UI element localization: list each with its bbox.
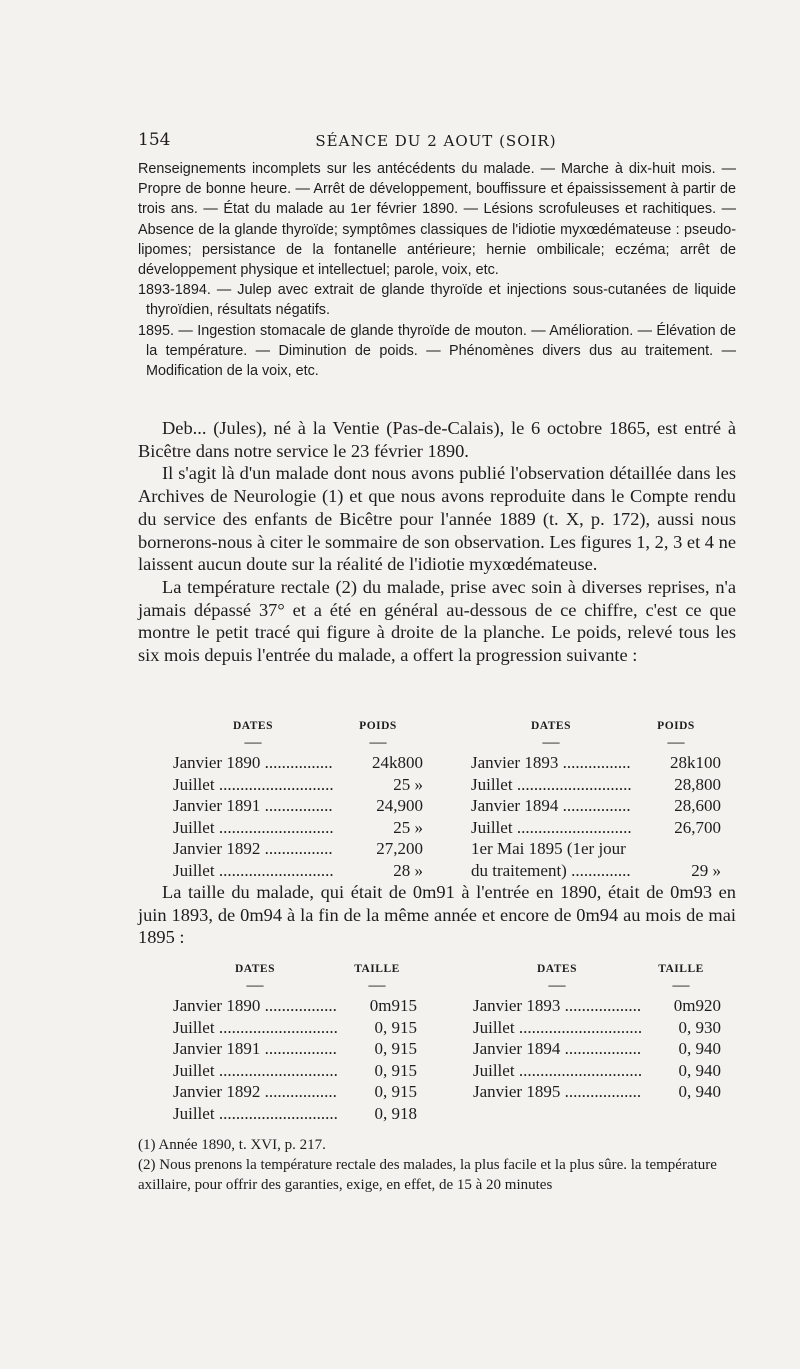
column-header-dates: DATES bbox=[537, 963, 577, 975]
table-row bbox=[173, 860, 423, 882]
body-paragraph: Deb... (Jules), né à la Ventie (Pas-de-Calais), le 6 octobre 1865, est entré à Bicêtre dans notre service le 23 février 1890. bbox=[138, 418, 736, 461]
table-row bbox=[473, 1038, 721, 1060]
row-date: Janvier 1892 ..... bbox=[173, 838, 333, 860]
table-row bbox=[471, 752, 721, 774]
header-dash: — bbox=[542, 732, 560, 751]
column-header-weight: POIDS bbox=[359, 720, 397, 732]
row-date: Janvier 1895 ..... bbox=[473, 1081, 641, 1103]
table-row bbox=[473, 1017, 721, 1039]
row-value: 0, 915 bbox=[337, 1081, 417, 1103]
row-value: 0, 918 bbox=[337, 1103, 417, 1125]
main-text bbox=[138, 417, 736, 667]
header-dash: — bbox=[246, 975, 264, 994]
row-date: Janvier 1891 ..... bbox=[173, 1038, 337, 1060]
row-value: 28k100 bbox=[631, 752, 721, 774]
row-date: Janvier 1890 ..... bbox=[173, 995, 337, 1017]
row-date: 1er Mai 1895 (1er jour bbox=[471, 839, 626, 858]
table-row bbox=[173, 838, 423, 860]
table-row bbox=[173, 817, 423, 839]
row-value: 0m915 bbox=[337, 995, 417, 1017]
body-paragraph: La température rectale (2) du malade, prise avec soin à diverses reprises, n'a jamais dépassé 37° et a été en général au-dessous de ce chiffre, c'est ce que montre le petit tracé qui figure à droite de la planche. Le poids, relevé tous les six mois depuis l'entrée du malade, a offert la progression suivante : bbox=[138, 576, 736, 666]
table-row bbox=[471, 774, 721, 796]
row-value: 28,600 bbox=[631, 795, 721, 817]
table-row bbox=[471, 838, 721, 860]
height-table-right bbox=[473, 963, 721, 1103]
summary-paragraph: 1893-1894. — Julep avec extrait de glande thyroïde et injections sous-cutanées de liquide thyroïdien, résultats négatifs. bbox=[138, 282, 736, 319]
footnotes bbox=[138, 1135, 738, 1195]
row-value: 27,200 bbox=[333, 838, 423, 860]
table-row bbox=[471, 795, 721, 817]
row-date: Janvier 1893 ..... bbox=[473, 995, 641, 1017]
header-dash: — bbox=[672, 975, 690, 994]
row-value: 28,800 bbox=[631, 774, 721, 796]
row-date: Janvier 1893 ..... bbox=[471, 752, 631, 774]
column-header-dates: DATES bbox=[233, 720, 273, 732]
table-row bbox=[173, 1103, 417, 1125]
height-table bbox=[173, 963, 721, 1123]
header-dash: — bbox=[369, 732, 387, 751]
table-row bbox=[173, 1017, 417, 1039]
row-value: 0, 915 bbox=[337, 1038, 417, 1060]
height-paragraph-block bbox=[138, 881, 736, 949]
header-dash: — bbox=[667, 732, 685, 751]
table-row bbox=[473, 995, 721, 1017]
column-header-height: TAILLE bbox=[658, 963, 704, 975]
case-summary bbox=[138, 159, 736, 381]
row-value: 0, 930 bbox=[641, 1017, 721, 1039]
row-date: Juillet ..... bbox=[173, 774, 333, 796]
summary-paragraph: Renseignements incomplets sur les antécédents du malade. — Marche à dix-huit mois. — Propre de bonne heure. — Arrêt de développement, bouffissure et épaississement à partir de trois ans. — État du malade au 1er février 1890. — Lésions scrofuleuses et rachitiques. — Absence de la glande thyroïde; symptômes classiques de l'idiotie myxœdémateuse : pseudo-lipomes; persistance de la fontanelle antérieure; hernie ombilicale; eczéma; arrêt de développement physique et intellectuel; parole, voix, etc. bbox=[138, 161, 736, 279]
table-row bbox=[471, 817, 721, 839]
row-date: Janvier 1891 ..... bbox=[173, 795, 333, 817]
footnote: (2) Nous prenons la température rectale des malades, la plus facile et la plus sûre. la température axillaire, pour offrir des garanties, exige, en effet, de 15 à 20 minutes bbox=[138, 1157, 717, 1193]
row-value: 28 » bbox=[333, 860, 423, 882]
body-paragraph: Il s'agit là d'un malade dont nous avons publié l'observation détaillée dans les Archives de Neurologie (1) et que nous avons reproduite dans le Compte rendu du service des enfants de Bicêtre pour l'année 1889 (t. X, p. 172), aussi nous bornerons-nous à citer le sommaire de son observation. Les figures 1, 2, 3 et 4 ne laissent aucun doute sur la réalité de l'idiotie myxœdémateuse. bbox=[138, 463, 736, 575]
weight-table-right bbox=[471, 720, 721, 881]
table-row bbox=[471, 860, 721, 882]
row-value: 0, 915 bbox=[337, 1060, 417, 1082]
row-date: Juillet ..... bbox=[473, 1060, 641, 1082]
row-date: Janvier 1894 ..... bbox=[473, 1038, 641, 1060]
row-date: Juillet ..... bbox=[471, 817, 631, 839]
table-row bbox=[173, 1038, 417, 1060]
table-row bbox=[173, 795, 423, 817]
height-table-left bbox=[173, 963, 417, 1124]
column-header-height: TAILLE bbox=[354, 963, 400, 975]
row-date: Juillet ..... bbox=[173, 860, 333, 882]
table-row bbox=[173, 752, 423, 774]
row-value: 25 » bbox=[333, 817, 423, 839]
table-row bbox=[173, 774, 423, 796]
page-number: 154 bbox=[138, 130, 171, 150]
header-dash: — bbox=[244, 732, 262, 751]
row-date: du traitement) ..... bbox=[471, 860, 631, 882]
weight-table-left bbox=[173, 720, 423, 881]
row-date: Janvier 1894 ..... bbox=[471, 795, 631, 817]
row-date: Janvier 1890 ..... bbox=[173, 752, 333, 774]
row-date: Janvier 1892 ..... bbox=[173, 1081, 337, 1103]
row-date: Juillet ..... bbox=[473, 1017, 641, 1039]
row-value: 29 » bbox=[631, 860, 721, 882]
row-value: 0, 915 bbox=[337, 1017, 417, 1039]
table-row bbox=[473, 1060, 721, 1082]
body-paragraph: La taille du malade, qui était de 0m91 à l'entrée en 1890, était de 0m93 en juin 1893, de 0m94 à la fin de la même année et encore de 0m94 au mois de mai 1895 : bbox=[138, 882, 736, 948]
column-header-weight: POIDS bbox=[657, 720, 695, 732]
row-value: 0, 940 bbox=[641, 1060, 721, 1082]
weight-table bbox=[173, 720, 721, 880]
row-value: 25 » bbox=[333, 774, 423, 796]
column-header-dates: DATES bbox=[235, 963, 275, 975]
summary-paragraph: 1895. — Ingestion stomacale de glande thyroïde de mouton. — Amélioration. — Élévation de la température. — Diminution de poids. — Phénomènes divers dus au traitement. — Modification de la voix, etc. bbox=[138, 322, 736, 380]
row-date: Juillet ..... bbox=[471, 774, 631, 796]
header-dash: — bbox=[548, 975, 566, 994]
running-title: SÉANCE DU 2 AOUT (SOIR) bbox=[315, 132, 557, 150]
row-value: 24,900 bbox=[333, 795, 423, 817]
row-date: Juillet ..... bbox=[173, 817, 333, 839]
table-row bbox=[173, 1060, 417, 1082]
row-value: 24k800 bbox=[333, 752, 423, 774]
row-date: Juillet ..... bbox=[173, 1103, 337, 1125]
table-row bbox=[173, 995, 417, 1017]
row-date: Juillet ..... bbox=[173, 1017, 337, 1039]
column-header-dates: DATES bbox=[531, 720, 571, 732]
row-value: 26,700 bbox=[631, 817, 721, 839]
row-value: 0, 940 bbox=[641, 1081, 721, 1103]
footnote: (1) Année 1890, t. XVI, p. 217. bbox=[138, 1137, 326, 1153]
row-date: Juillet ..... bbox=[173, 1060, 337, 1082]
row-value bbox=[631, 838, 721, 860]
row-value: 0m920 bbox=[641, 995, 721, 1017]
table-row bbox=[173, 1081, 417, 1103]
header-dash: — bbox=[368, 975, 386, 994]
row-value: 0, 940 bbox=[641, 1038, 721, 1060]
table-row bbox=[473, 1081, 721, 1103]
